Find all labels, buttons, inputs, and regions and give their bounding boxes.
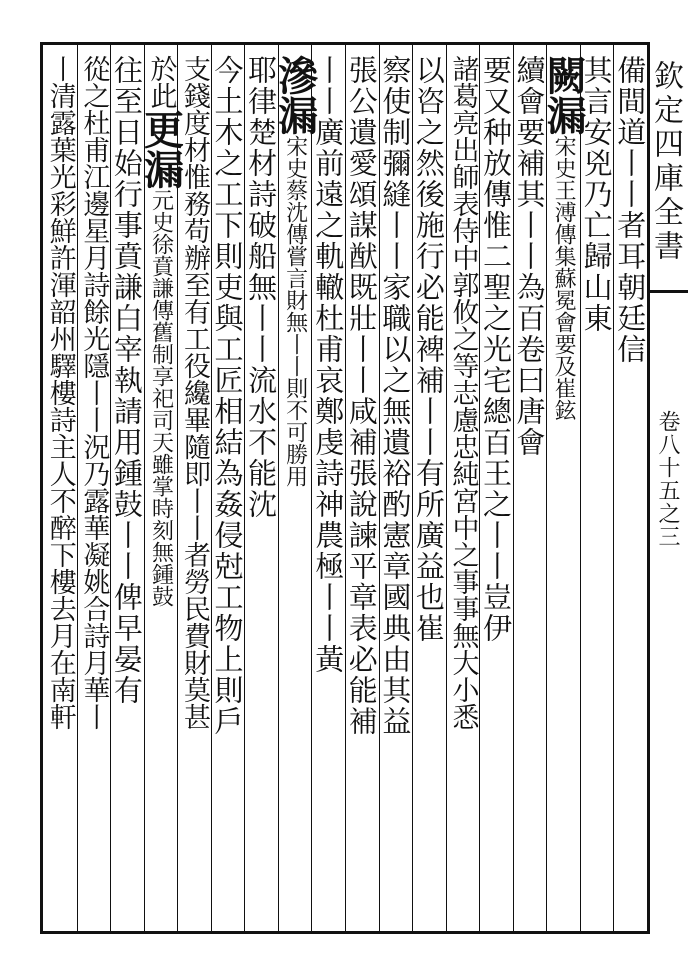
text-column <box>311 55 345 675</box>
text-column <box>513 55 547 458</box>
column-text: 宋史王溥傳集蘇冕會要及崔鉉 <box>551 135 577 421</box>
book-title: 欽定四庫全書 <box>648 60 683 264</box>
text-column <box>540 55 588 421</box>
column-text: 丨丨廣前遠之軌轍杜甫哀鄭虔詩神農極丨丨黃 <box>311 55 346 675</box>
column-rule <box>613 45 614 931</box>
column-rule <box>513 45 514 931</box>
entry-heading: 滲漏 <box>271 55 319 135</box>
column-text: 今土木之工下則吏與工匠相結為姦侵尅工物上則戶 <box>210 55 245 737</box>
fish-tail-mark <box>648 290 688 333</box>
column-rule <box>479 45 480 931</box>
column-rule <box>311 45 312 931</box>
column-text: 備間道丨丨者耳朝廷信 <box>613 55 648 365</box>
text-column <box>378 55 412 737</box>
column-text: 其言安兇乃亡歸山東 <box>579 55 614 334</box>
text-column <box>271 55 319 487</box>
column-rule <box>412 45 413 931</box>
column-text: 續會要補其丨丨為百卷曰唐會 <box>512 55 547 458</box>
column-rule <box>211 45 212 931</box>
entry-heading: 闕漏 <box>540 55 588 135</box>
column-rule <box>446 45 447 931</box>
volume-marker: 卷八十五之三 <box>655 410 680 548</box>
column-text: 於此 <box>145 55 177 109</box>
column-text: 諸葛亮出師表侍中郭攸之等志慮忠純宮中之事事無大小悉 <box>447 55 479 730</box>
column-rule <box>580 45 581 931</box>
text-column <box>479 55 513 644</box>
column-text: 支錢度材惟務苟辦至有工役纔畢隨即丨丨者勞民費財莫甚 <box>179 55 210 730</box>
column-text: 要又种放傳惟二聖之光宅總百王之丨丨豈伊 <box>479 55 513 644</box>
column-text: 往至日始行事賁謙白宰執請用鍾鼓丨丨俾早晏有 <box>109 55 144 706</box>
column-text: 從之杜甫江邊星月詩餘光隱丨丨況乃露華凝姚合詩月華丨 <box>78 55 110 730</box>
text-column <box>345 55 379 737</box>
column-text: 宋史蔡沈傳嘗言財無丨丨則不可勝用 <box>282 135 308 487</box>
column-rule <box>77 45 78 931</box>
column-text: 耶律楚材詩破船無丨丨流水不能沈 <box>244 55 279 520</box>
text-column <box>445 55 479 730</box>
column-rule <box>110 45 111 931</box>
column-rule <box>546 45 547 931</box>
column-rule <box>345 45 346 931</box>
column-text: 元史徐賁謙傳舊制享祀司天雖掌時刻無鍾鼓 <box>148 189 174 607</box>
text-column <box>110 55 144 706</box>
column-rule <box>278 45 279 931</box>
column-rule <box>379 45 380 931</box>
column-rule <box>244 45 245 931</box>
text-column <box>76 55 110 730</box>
text-column <box>613 55 647 365</box>
text-column <box>137 55 185 607</box>
text-column <box>244 55 278 520</box>
text-frame <box>40 42 650 934</box>
text-column <box>412 55 446 644</box>
column-text: 丨清露葉光彩鮮許渾韶州驛樓詩主人不醉下樓去月在南軒 <box>44 55 76 730</box>
text-column <box>211 55 245 737</box>
column-rule <box>144 45 145 931</box>
column-rule <box>177 45 178 931</box>
column-text: 以咨之然後施行必能裨補丨丨有所廣益也崔 <box>411 55 446 644</box>
column-text: 察使制彌縫丨丨家職以之無遺裕酌憲章國典由其益 <box>378 55 413 737</box>
text-column <box>43 55 77 730</box>
column-text: 張公遺愛頌謀猷既壯丨丨咸補張說諫平章表必能補 <box>344 55 379 737</box>
entry-heading: 更漏 <box>137 109 185 189</box>
